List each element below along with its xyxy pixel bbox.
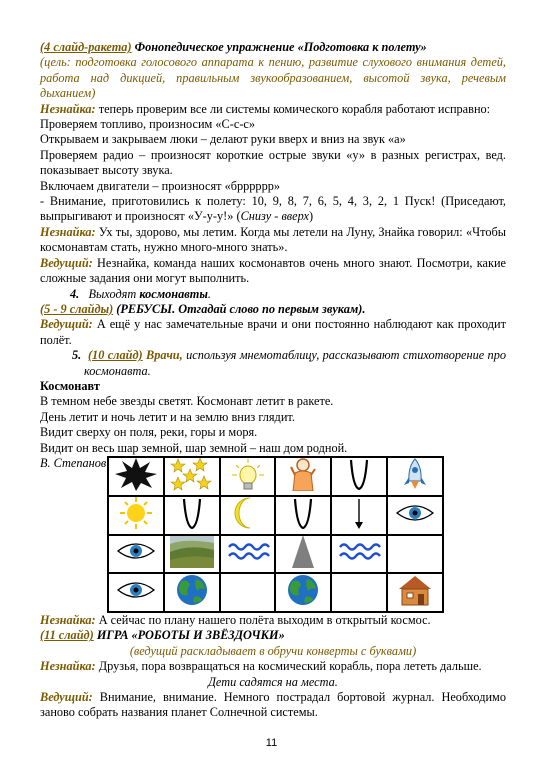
paragraph-text: - Внимание, приготовились к полету: 10, 9, 8, 7, 6, 5, 4, 3, 2, 1 Пуск! (Приседают, выпрыгивают и произносят «У-у-у!» ( xyxy=(40,194,506,224)
arrow-down-icon xyxy=(337,496,381,535)
mnemo-cell xyxy=(164,573,220,612)
mnemo-cell xyxy=(331,496,387,535)
sun-icon xyxy=(114,496,158,535)
poem-line: День летит и ночь летит и на землю вниз глядит. xyxy=(40,409,295,424)
mnemo-cell xyxy=(387,457,443,496)
mnemo-cell xyxy=(220,535,276,574)
arrow-down-curve-icon xyxy=(337,457,381,496)
mnemo-cell xyxy=(108,457,164,496)
exercise-title: Фонопедическое упражнение «Подготовка к полету» xyxy=(131,40,427,54)
emphasis: Врачи, xyxy=(142,348,183,363)
paragraph-text: теперь проверим все ли системы комического корабля работают исправно: xyxy=(95,101,491,116)
paragraph: Открываем и закрываем люки – делают руки вверх и вниз на звук «а» xyxy=(40,132,406,147)
mnemo-cell xyxy=(331,535,387,574)
list-number: 5. xyxy=(72,348,82,363)
speaker-label: Незнайка: xyxy=(40,659,96,674)
mnemo-cell xyxy=(108,573,164,612)
paragraph-text: используя мнемотаблицу, рассказывают стихотворение про космонавта. xyxy=(84,348,506,378)
slide-ref: (5 - 9 слайды) xyxy=(40,301,114,316)
paragraph xyxy=(40,659,506,674)
paragraph-text: Ух ты, здорово, мы летим. Когда мы летели на Луну, Знайка говорил: «Чтобы космонавтам стать, нужно много-много знать». xyxy=(40,224,506,255)
paragraph: Проверяем топливо, произносим «С-с-с» xyxy=(40,117,256,132)
mnemo-cell xyxy=(220,457,276,496)
stars-icon xyxy=(170,457,214,496)
cosmonaut-icon xyxy=(281,457,325,496)
page-number: 11 xyxy=(265,737,278,749)
globe-icon xyxy=(170,573,214,612)
paragraph xyxy=(40,613,506,628)
mnemo-cell xyxy=(331,457,387,496)
slide-ref: (11 слайд) xyxy=(40,628,94,643)
arrow-down-curve-icon xyxy=(281,496,325,535)
speaker-label: Незнайка: xyxy=(40,224,96,239)
paragraph-text: А сейчас по плану нашего полёта выходим в открытый космос. xyxy=(95,613,431,627)
mountain-icon xyxy=(281,535,325,574)
paragraph-text: ИГРА «РОБОТЫ И ЗВЁЗДОЧКИ» xyxy=(93,628,285,643)
eye-icon xyxy=(114,573,158,612)
paragraph xyxy=(40,225,506,256)
paragraph: Проверяем радио – произносят короткие острые звуки «у» в разных регистрах, вед. показывает высоту звука. xyxy=(40,147,506,178)
paragraph-text: Друзья, пора возвращаться на космический корабль, пора лететь дальше. xyxy=(95,659,482,674)
stage-note: Снизу - вверх xyxy=(240,209,309,224)
rebus-heading xyxy=(40,302,506,317)
rocket-icon xyxy=(393,457,437,496)
mnemo-cell xyxy=(108,496,164,535)
speaker-label: Незнайка: xyxy=(40,101,96,116)
poem-line: Видит сверху он поля, реки, горы и моря. xyxy=(40,425,258,440)
mnemo-cell xyxy=(275,457,331,496)
mnemo-cell xyxy=(275,496,331,535)
emphasis: космонавты xyxy=(139,286,208,301)
paragraph xyxy=(40,194,506,225)
mnemo-cell xyxy=(387,535,443,574)
paragraph-text: ) xyxy=(308,209,314,224)
paragraph xyxy=(40,690,506,721)
mnemo-cell xyxy=(108,535,164,574)
game-heading xyxy=(40,628,506,643)
speaker-label: Ведущий: xyxy=(40,690,93,705)
paragraph xyxy=(40,102,506,117)
moon-icon xyxy=(226,496,270,535)
list-number: 4. xyxy=(70,286,80,301)
mnemo-cell xyxy=(387,496,443,535)
document-body xyxy=(40,40,506,471)
mnemotable xyxy=(107,456,444,613)
paragraph-text: Выходят xyxy=(88,286,140,301)
paragraph-text: (РЕБУСЫ. Отгадай слово по первым звукам). xyxy=(113,301,366,316)
arrow-down-curve-icon xyxy=(170,496,214,535)
speaker-label: Ведущий: xyxy=(40,317,93,332)
mnemo-cell xyxy=(220,496,276,535)
field-photo-icon xyxy=(170,535,214,574)
poem-author: В. Степанов xyxy=(40,455,107,470)
house-icon xyxy=(393,573,437,612)
speaker-label: Ведущий: xyxy=(40,255,93,270)
stage-note: Дети садятся на места. xyxy=(208,674,338,689)
eye-icon xyxy=(114,535,158,574)
slide-ref: (4 слайд-ракета) xyxy=(40,40,132,54)
paragraph-text: Незнайка, команда наших космонавтов очень много знают. Посмотри, какие сложные задания они могут выполнить. xyxy=(40,255,506,286)
paragraph: Включаем двигатели – произносят «брррррр» xyxy=(40,178,281,193)
mnemo-cell xyxy=(387,573,443,612)
mnemo-cell xyxy=(220,573,276,612)
slide-ref: (10 слайд) xyxy=(87,348,143,363)
globe-icon xyxy=(281,573,325,612)
list-item xyxy=(40,348,506,379)
mnemo-cell xyxy=(275,573,331,612)
section-heading xyxy=(40,40,506,55)
waves-icon xyxy=(337,535,381,574)
paragraph xyxy=(40,256,506,287)
document-body-lower xyxy=(40,613,506,721)
list-item xyxy=(40,287,506,302)
mnemo-cell xyxy=(164,457,220,496)
lightbulb-icon xyxy=(226,457,270,496)
exercise-goal: (цель: подготовка голосового аппарата к пению, развитие слухового внимания детей, работа над дикцией, правильным звукообразованием, высотой звука, речевым дыханием) xyxy=(40,55,506,101)
poem-line: В темном небе звезды светят. Космонавт летит в ракете. xyxy=(40,394,334,409)
mnemo-cell xyxy=(331,573,387,612)
stage-note: (ведущий раскладывает в обручи конверты с буквами) xyxy=(129,643,417,658)
mnemo-cell xyxy=(164,535,220,574)
paragraph-text: Внимание, внимание. Немного пострадал бортовой журнал. Необходимо заново собрать названия планет Солнечной системы. xyxy=(40,690,506,720)
burst-icon xyxy=(114,457,158,496)
eye-icon xyxy=(393,496,437,535)
mnemo-cell xyxy=(275,535,331,574)
paragraph-text: . xyxy=(207,286,211,301)
waves-icon xyxy=(226,535,270,574)
paragraph xyxy=(40,317,506,348)
poem-title: Космонавт xyxy=(40,378,100,393)
paragraph-text: А ещё у нас замечательные врачи и они постоянно наблюдают как проходит полёт. xyxy=(40,317,506,347)
speaker-label: Незнайка: xyxy=(40,613,96,627)
mnemo-cell xyxy=(164,496,220,535)
poem-line: Видит он весь шар земной, шар земной – наш дом родной. xyxy=(40,440,348,455)
